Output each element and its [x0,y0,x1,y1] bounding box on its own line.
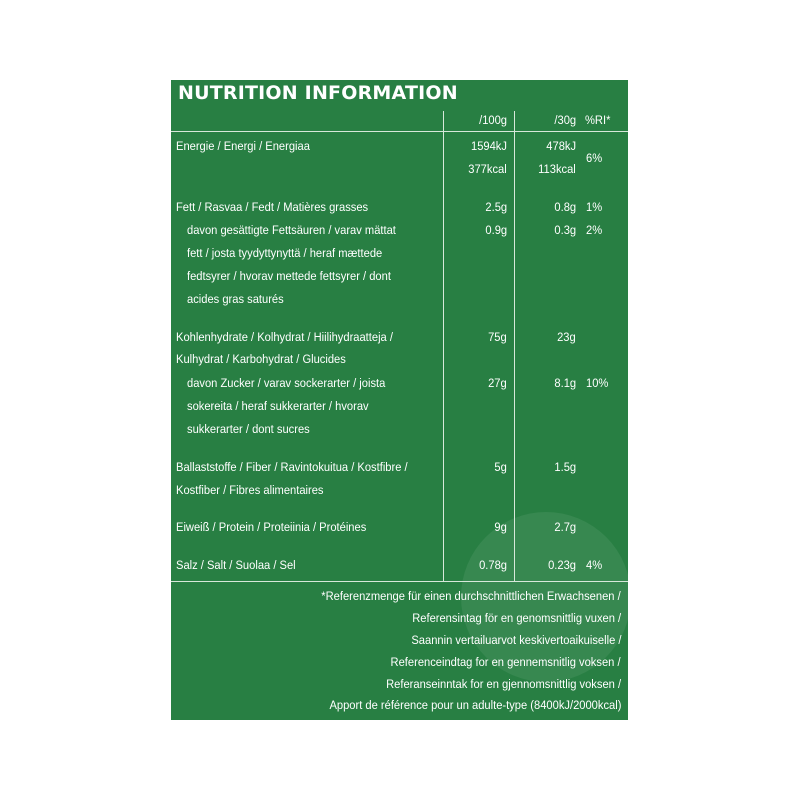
row-label-fibre-line1: Ballaststoffe / Fiber / Ravintokuitua / Kostfibre / [176,460,408,474]
fat-per30: 0.8g [554,200,576,214]
fat-per100: 2.5g [485,200,507,214]
footnote-line3: Saannin vertailuarvot keskivertoaikuiselle / [410,633,621,647]
row-label-energy: Energie / Energi / Energiaa [176,139,310,153]
col-header-ri: %RI* [585,113,611,127]
row-label-carbs-line2: Kulhydrat / Karbohydrat / Glucides [176,352,346,366]
fat-ri: 1% [586,200,603,214]
sugars-ri: 10% [586,376,609,390]
carbs-per30: 23g [557,330,576,344]
saturates-ri: 2% [586,223,603,237]
footnote-line6: Apport de référence pour un adulte-type (8400kJ/2000kcal) [329,698,621,712]
column-divider-1 [443,111,444,581]
row-label-saturates-line3: fedtsyrer / hvorav mettede fettsyrer / dont [187,269,391,283]
footnote-line1: *Referenzmenge für einen durchschnittlichen Erwachsenen / [321,589,621,603]
salt-per100: 0.78g [479,558,507,572]
carbs-per100: 75g [488,330,507,344]
sugars-per100: 27g [488,376,507,390]
row-label-fat: Fett / Rasvaa / Fedt / Matières grasses [176,200,369,214]
row-label-carbs-line1: Kohlenhydrate / Kolhydrat / Hiilihydraatteja / [176,330,393,344]
footnote-line5: Referanseinntak for en gjennomsnittlig voksen / [386,677,621,691]
salt-per30: 0.23g [548,558,576,572]
energy-per30-kj: 478kJ [546,139,576,153]
protein-per30: 2.7g [554,520,576,534]
column-divider-2 [514,111,515,581]
saturates-per30: 0.3g [554,223,576,237]
row-label-fibre-line2: Kostfiber / Fibres alimentaires [176,483,324,497]
row-label-sugars-line3: sukkerarter / dont sucres [187,422,310,436]
footnote-line2: Referensintag för en genomsnittlig vuxen / [412,611,621,625]
panel-title: NUTRITION INFORMATION [178,82,458,104]
row-label-sugars-line1: davon Zucker / varav sockerarter / joista [187,376,386,390]
row-label-saturates-line2: fett / josta tyydyttynyttä / heraf mættede [187,246,383,260]
row-label-saturates-line4: acides gras saturés [187,292,284,306]
energy-per100-kj: 1594kJ [471,139,507,153]
table-bottom-rule [171,581,628,582]
row-label-saturates-line1: davon gesättigte Fettsäuren / varav mättat [187,223,396,237]
salt-ri: 4% [586,558,603,572]
protein-per100: 9g [494,520,507,534]
energy-per30-kcal: 113kcal [538,162,576,176]
energy-per100-kcal: 377kcal [468,162,507,176]
fibre-per100: 5g [494,460,507,474]
energy-ri: 6% [586,151,603,165]
footnote-line4: Referenceindtag for en gennemsnitlig voksen / [391,655,621,669]
row-label-protein: Eiweiß / Protein / Proteiinia / Protéines [176,520,367,534]
row-label-salt: Salz / Salt / Suolaa / Sel [176,558,296,572]
saturates-per100: 0.9g [485,223,507,237]
header-rule [171,131,628,132]
col-header-per30: /30g [554,113,576,127]
sugars-per30: 8.1g [554,376,576,390]
col-header-per100: /100g [479,113,507,127]
fibre-per30: 1.5g [554,460,576,474]
nutrition-panel [171,80,628,720]
row-label-sugars-line2: sokereita / heraf sukkerarter / hvorav [187,399,369,413]
